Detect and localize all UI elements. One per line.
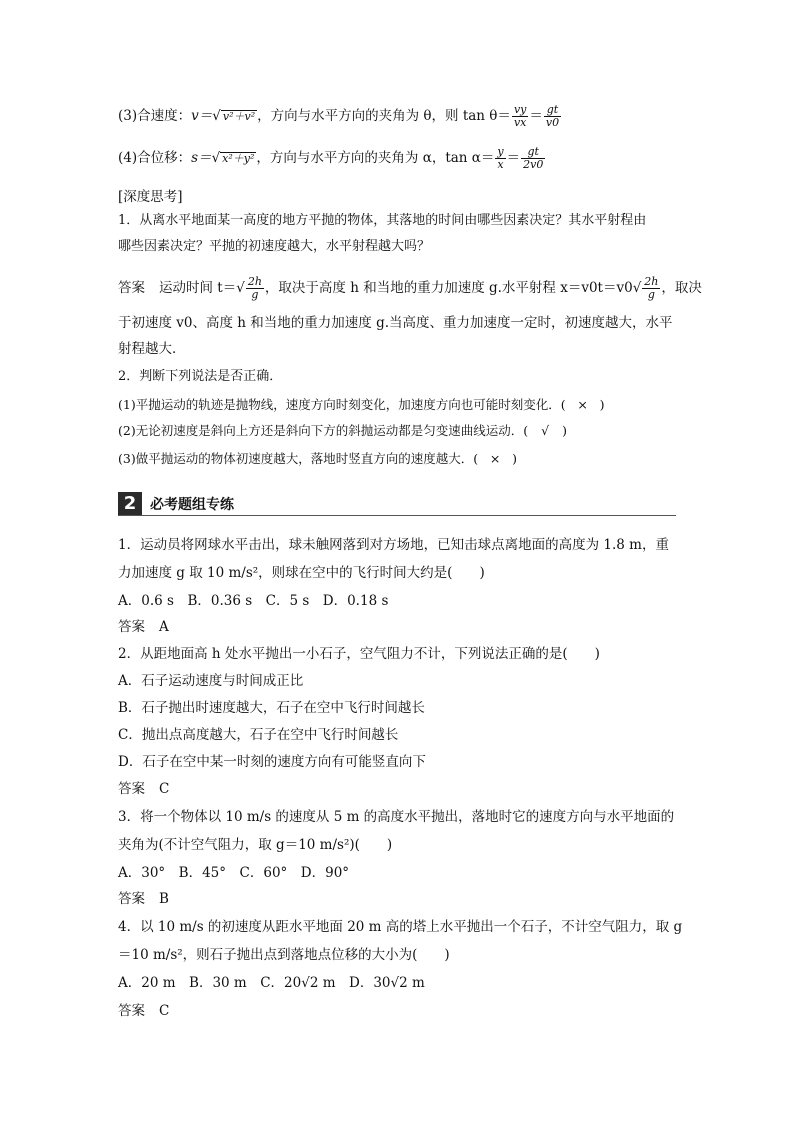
judge-mark-1: × (577, 397, 588, 412)
question1-line2: 哪些因素决定？平抛的初速度越大，水平射程越大吗？ (118, 239, 431, 254)
problem1-line2: 力加速度 g 取 10 m/s²，则球在空中的飞行时间大约是( ) (118, 565, 485, 581)
judge-item-2: (2)无论初速度是斜向上方还是斜向下方的斜抛运动都是匀变速曲线运动．( √ ) (118, 420, 567, 442)
fraction-2h-g: $\frac{2h}{g}$ (247, 275, 262, 301)
formula-velocity: (3)合速度：v＝√ v²＋v² ，方向与水平方向的夹角为 θ，则 tan θ＝ $\frac{vy}{vx}$ ＝ $\frac{gt}{v0}$ (118, 103, 560, 129)
formula-displacement: (4)合位移：s＝√ x²＋y² ，方向与水平方向的夹角为 α，tan α＝ $\frac{y}{x}$ ＝ $\frac{gt}{2v0}$ (118, 145, 544, 171)
question2-heading: 2．判断下列说法是否正确． (118, 369, 283, 384)
judge-item-3: (3)做平抛运动的物体初速度越大，落地时竖直方向的速度越大．( × ) (118, 448, 517, 470)
formula-v: v＝ (191, 108, 213, 124)
problem1-answer: 答案 A (118, 619, 169, 635)
problem2-line1: 2．从距地面高 h 处水平抛出一小石子，空气阻力不计，下列说法正确的是( ) (118, 646, 600, 662)
section-banner (118, 492, 676, 516)
answer1-range-text: ，取决于高度 h 和当地的重力加速度 g.水平射程 x＝v0t＝v0 (264, 280, 633, 296)
judge-mark-3: × (489, 451, 501, 466)
formula-s: s＝ (191, 150, 212, 166)
answer-label: 答案 (118, 280, 145, 296)
problem1-line1: 1．运动员将网球水平击出，球未触网落到对方场地，已知击球点离地面的高度为 1.8 m，重 (118, 537, 669, 553)
problem2-answer: 答案 C (118, 781, 170, 797)
displacement-angle-text: ，方向与水平方向的夹角为 α，tan α＝ (256, 150, 495, 166)
problem4-options: A．20 m B．30 m C．20√2 m D．30√2 m (118, 975, 425, 991)
problem1-options: A．0.6 s B．0.36 s C．5 s D．0.18 s (118, 593, 389, 609)
answer1-line1: 答案 运动时间 t＝√ $\frac{2h}{g}$ ，取决于高度 h 和当地的重力加速度 g.水平射程 x＝v0t＝v0√ $\frac{2h}{g}$ ，取决 (118, 275, 702, 301)
judge-mark-2: √ (541, 423, 550, 438)
problem4-line2: ＝10 m/s²，则石子抛出点到落地点位移的大小为( ) (118, 947, 450, 963)
fraction-2h-g-2: $\frac{2h}{g}$ (644, 275, 659, 301)
label-combined-displacement: (4)合位移： (118, 150, 192, 166)
deep-thinking-heading: [深度思考] (118, 189, 183, 205)
radical-displacement: x²＋y² (222, 152, 255, 165)
problem3-line2: 夹角为(不计空气阻力，取 g＝10 m/s²)( ) (118, 837, 393, 853)
problem3-line1: 3．将一个物体以 10 m/s 的速度从 5 m 的高度水平抛出，落地时它的速度方向与水平地面的 (118, 809, 675, 825)
fraction-y-x: $\frac{y}{x}$ (497, 145, 504, 171)
fraction-gt-v0: $\frac{gt}{v0}$ (545, 103, 560, 129)
problem4-answer: 答案 C (118, 1003, 170, 1019)
radical-velocity: v²＋v² (222, 110, 256, 123)
answer1-line3: 射程越大． (118, 341, 186, 357)
problem2-option-b: B．石子抛出时速度越大，石子在空中飞行时间越长 (118, 700, 425, 716)
problem4-line1: 4．以 10 m/s 的初速度从距水平地面 20 m 高的塔上水平抛出一个石子，不计空气阻力，取 g (118, 919, 683, 935)
banner-rule (118, 515, 676, 516)
question1-line1: 1．从离水平地面某一高度的地方平抛的物体，其落地的时间由哪些因素决定？其水平射程由 (118, 213, 647, 228)
problem3-options: A．30° B．45° C．60° D．90° (118, 865, 350, 881)
fraction-gt-2v0: $\frac{gt}{2v0}$ (523, 145, 544, 171)
section-number: 2 (118, 492, 142, 516)
answer1-line2: 于初速度 v0、高度 h 和当地的重力加速度 g.当高度、重力加速度一定时，初速度越大，水平 (118, 315, 673, 331)
answer1-time-text: 运动时间 t＝ (159, 280, 237, 296)
fraction-vy-vx: $\frac{vy}{vx}$ (513, 103, 527, 129)
label-combined-velocity: (3)合速度： (118, 108, 192, 124)
answer1-tail: ，取决 (661, 280, 702, 296)
problem2-option-a: A．石子运动速度与时间成正比 (118, 673, 304, 689)
velocity-angle-text: ，方向与水平方向的夹角为 θ，则 tan θ＝ (257, 108, 511, 124)
problem3-answer: 答案 B (118, 891, 169, 907)
judge-item-1: (1)平抛运动的轨迹是抛物线，速度方向时刻变化，加速度方向也可能时刻变化．( × ) (118, 394, 604, 416)
section-title: 必考题组专练 (150, 497, 234, 513)
problem2-option-c: C．抛出点高度越大，石子在空中飞行时间越长 (118, 727, 399, 743)
problem2-option-d: D．石子在空中某一时刻的速度方向有可能竖直向下 (118, 754, 426, 770)
